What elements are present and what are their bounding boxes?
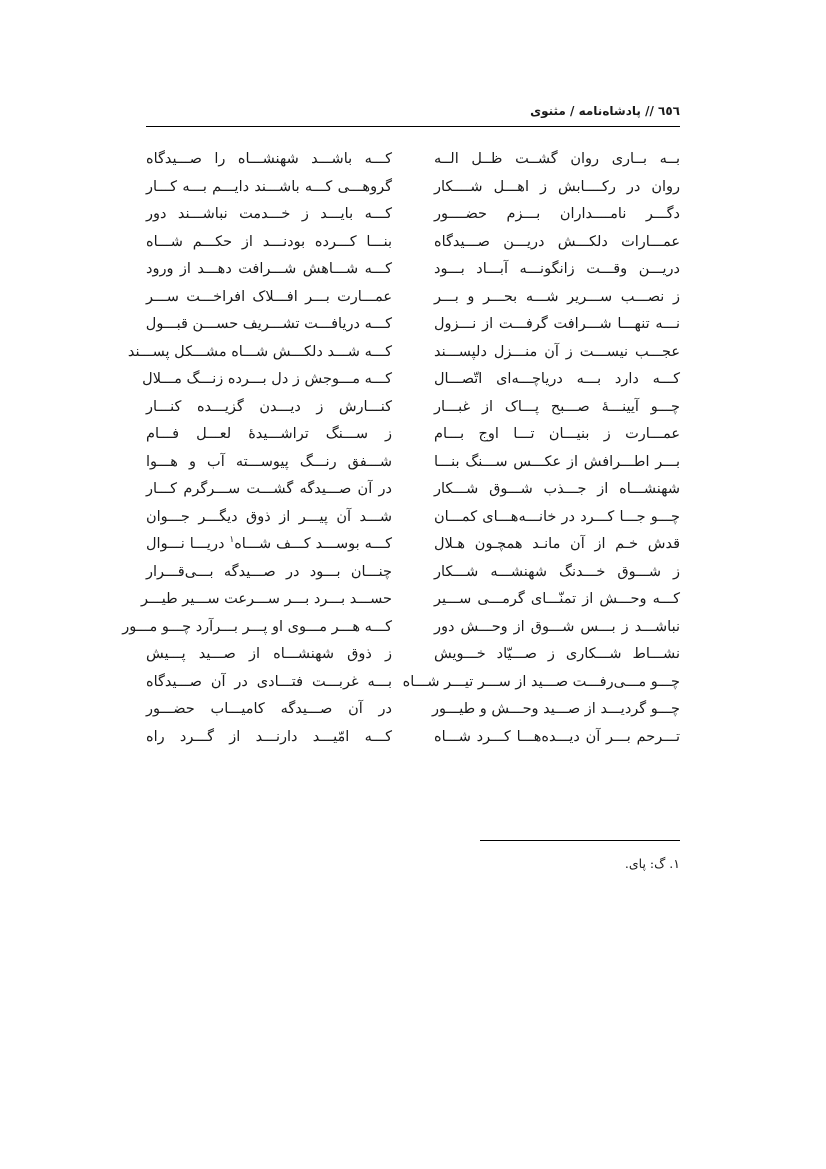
verse-line: کـــه مـــوجش ز دل بـــرده زنـــگ مـــلال (142, 371, 392, 387)
header-separator: // (645, 104, 654, 118)
verse-line: نشـــاط شـــکاری ز صـــیّاد خـــویش (434, 646, 680, 662)
verse-line: کـــه باشـــد شهنشـــاه را صـــیدگاه (146, 151, 392, 167)
verse-line: دگـــر نامــــداران بـــزم حضــــور (434, 206, 680, 222)
verse-line: نباشـــد ز بـــس شـــوق از وحـــش دور (434, 618, 680, 635)
verse-line: شـــفق رنـــگ پیوســـته آب و هـــوا (146, 453, 392, 470)
verse-column-right (402, 146, 680, 751)
verse-line: ز ســـنگ تراشـــیدهٔ لعـــل فـــام (146, 426, 392, 442)
verse-line-with-footnote (146, 531, 392, 559)
verse-line: ز نصـــب ســـریر شـــه بحـــر و بـــر (434, 288, 680, 305)
verse-line: شـــد آن پیـــر از ذوق دیگـــر جـــوان (146, 508, 392, 525)
verse-line: کـــه وحـــش از تمنّـــای گرمـــی ســـیر (434, 591, 680, 607)
running-header (146, 104, 680, 118)
verse-text: کـــه بوســـد کـــف شـــاه (234, 536, 392, 552)
verse-line: کنـــارش ز دیـــدن گزیـــده کنـــار (146, 398, 392, 415)
verse-line: ز ذوق شهنشـــاه از صـــید پـــیش (146, 646, 392, 662)
verse-line: عمـــارت بـــر افـــلاک افراخـــت ســـر (146, 288, 392, 305)
verse-line: کـــه دارد بـــه دریاچـــه‌ای اتّصـــال (434, 371, 680, 387)
verse-line: عمـــارات دلکـــش دریـــن صـــیدگاه (434, 233, 680, 250)
header-slash: / (570, 104, 575, 118)
book-title: پادشاه‌نامه (578, 104, 641, 118)
page-number: ٦٥٦ (658, 104, 680, 118)
verse-line: چـــو گردیـــد از صـــید وحـــش و طیـــور (431, 701, 680, 717)
verse-line: کـــه دریافـــت تشـــریف حســـن قبـــول (145, 316, 392, 332)
footnote-rule (480, 840, 680, 841)
verse-line: بـــه غربـــت فتـــادی در آن صـــیدگاه (146, 673, 392, 690)
verse-line: ز شـــوق خـــدنگ شهنشـــه شـــکار (434, 563, 680, 580)
verse-line: چنـــان بـــود در صـــیدگه بـــی‌قـــرار (146, 563, 392, 580)
verse-line: کـــه شـــد دلکـــش شـــاه مشـــکل پســـند (127, 343, 392, 360)
verse-line: شهنشـــاه از جـــذب شـــوق شـــکار (434, 481, 680, 497)
verse-line: چـــو مـــی‌رفـــت صـــید از ســـر تیـــر شـــاه (402, 673, 680, 690)
verse-line: بــه بــاری روان گشــت ظــل الــه (434, 151, 680, 167)
verse-line: چـــو جـــا کـــرد در خانـــه‌هـــای کمـــان (434, 508, 680, 525)
verse-line: در آن صـــیدگه گشـــت ســـرگرم کـــار (146, 481, 392, 497)
verse-line: عجـــب نیســـت ز آن منـــزل دلپســـند (434, 343, 680, 360)
verse-line: دریـــن وقـــت زانگونـــه آبـــاد بـــود (434, 261, 680, 277)
verse-line: در آن صـــیدگه کامیـــاب حضـــور (146, 701, 392, 717)
verse-line: بنـــا کـــرده بودنـــد از حکـــم شـــاه (146, 233, 392, 250)
verse-line: روان در رکــــابش ز اهـــل شــــکار (434, 178, 680, 195)
footnote: ١. گ: پای. (624, 856, 680, 871)
verse-line: تـــرحم بـــر آن دیـــده‌هـــا کـــرد شـــاه (434, 728, 680, 745)
verse-line: کـــه امّیـــد دارنـــد از گـــرد راه (146, 728, 392, 745)
verse-line: حســـد بـــرد بـــر ســـرعت ســـیر طیـــر (140, 591, 392, 607)
verse-line: گروهـــی کـــه باشـــند دایـــم بـــه کـــار (146, 178, 392, 195)
verse-column-left (122, 146, 392, 751)
header-rule (146, 126, 680, 127)
verse-line: کـــه بایـــد ز خـــدمت نباشـــند دور (146, 206, 392, 222)
section-title: مثنوی (530, 104, 566, 118)
verse-line: قدش خـم از آن مانـد همچـون هـلال (434, 536, 680, 552)
verse-line: کـــه شـــاهش شـــرافت دهـــد از ورود (146, 261, 392, 277)
verse-line: کـــه هـــر مـــوی او پـــر بـــرآرد چـــو مـــور (122, 618, 392, 635)
verse-text-continued: دریـــا نـــوال (146, 536, 225, 552)
verse-line: نـــه تنهـــا شـــرافت گرفـــت از نـــزول (434, 316, 680, 332)
footnote-marker: ١ (229, 535, 235, 546)
verse-line: عمـــارت ز بنیـــان تـــا اوج بـــام (434, 426, 680, 442)
verse-line: چـــو آیینـــهٔ صـــبح پـــاک از غبـــار (434, 398, 680, 415)
verse-line: بـــر اطـــرافش از عکـــس ســـنگ بنـــا (434, 453, 680, 470)
